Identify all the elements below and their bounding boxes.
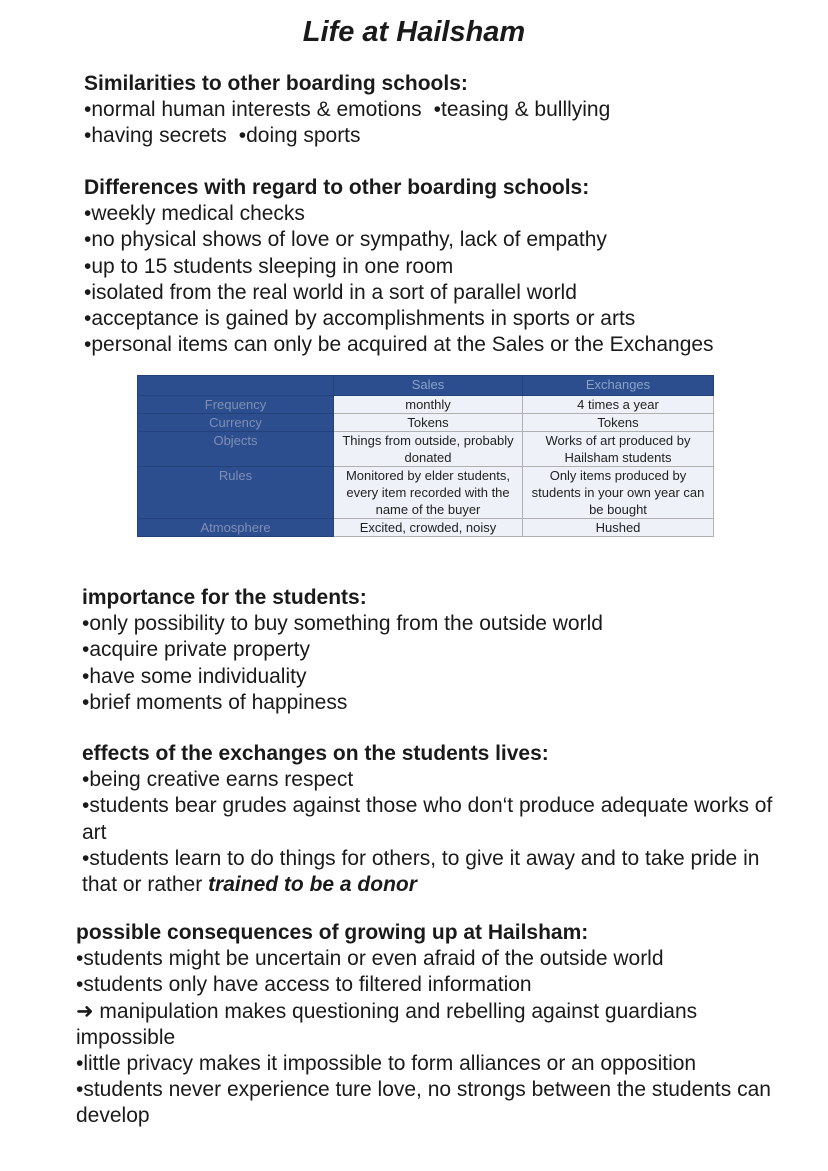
bullet-text: •students learn to do things for others, to give it away and to take pride in that or rather [82,846,760,897]
differences-heading: Differences with regard to other boarding schools: [84,176,590,199]
bullet-item [82,846,782,898]
effects-heading: effects of the exchanges on the students lives: [82,742,549,765]
similarities-line [84,123,610,149]
effects-section [82,741,782,898]
bullet-item: •no physical shows of love or sympathy, lack of empathy [84,228,607,252]
sales-cell: monthly [334,396,523,414]
row-label: Objects [138,432,334,467]
bullet-item: •students never experience ture love, no strongs between the students can develop [76,1078,771,1128]
bullet-item: •students bear grudes against those who don‘t produce adequate works of art [82,794,773,844]
header-cell [138,376,334,396]
exchanges-cell: Hushed [523,519,714,537]
row-label: Atmosphere [138,519,334,537]
table-header-row [138,376,714,396]
sales-cell: Monitored by elder students, every item recorded with the name of the buyer [334,467,523,519]
row-label: Frequency [138,396,334,414]
bullet-item: •doing sports [238,124,361,148]
sales-cell: Things from outside, probably donated [334,432,523,467]
bullet-item: •acceptance is gained by accomplishments in sports or arts [84,307,636,331]
similarities-line [84,97,610,123]
arrow-item: ➜ manipulation makes questioning and rebelling against guardians impossible [76,999,698,1049]
table-row [138,414,714,432]
header-cell: Exchanges [523,376,714,396]
bullet-item: •acquire private property [82,638,310,662]
table-row [138,519,714,537]
bullet-item: •brief moments of happiness [82,690,348,714]
differences-section [84,175,714,358]
row-label: Rules [138,467,334,519]
table-row [138,432,714,467]
bullet-item: •weekly medical checks [84,202,305,226]
bullet-item: •teasing & bulllying [433,98,611,122]
table-row [138,396,714,414]
table-row [138,467,714,519]
exchanges-cell: Only items produced by students in your own year can be bought [523,467,714,519]
bullet-item: •have some individuality [82,664,307,688]
sales-cell: Tokens [334,414,523,432]
bullet-item: •being creative earns respect [82,768,354,792]
emphasis-text: trained to be a donor [208,873,417,897]
consequences-section [76,920,796,1130]
importance-section [82,585,603,716]
importance-heading: importance for the students: [82,586,367,609]
bullet-item: •isolated from the real world in a sort of parallel world [84,280,577,304]
bullet-item: •personal items can only be acquired at the Sales or the Exchanges [84,333,714,357]
exchanges-cell: Tokens [523,414,714,432]
page-title: Life at Hailsham [302,16,526,48]
bullet-item: •little privacy makes it impossible to form alliances or an opposition [76,1052,697,1076]
row-label: Currency [138,414,334,432]
exchanges-cell: Works of art produced by Hailsham students [523,432,714,467]
consequences-heading: possible consequences of growing up at Hailsham: [76,921,589,944]
bullet-item: •students might be uncertain or even afraid of the outside world [76,947,664,971]
bullet-item: •having secrets [84,124,227,148]
header-cell: Sales [334,376,523,396]
bullet-item: •normal human interests & emotions [84,98,422,122]
sales-cell: Excited, crowded, noisy [334,519,523,537]
bullet-item: •students only have access to filtered information [76,973,532,997]
sales-exchanges-table [137,375,714,537]
similarities-section [84,71,610,150]
similarities-heading: Similarities to other boarding schools: [84,72,468,95]
bullet-item: •only possibility to buy something from the outside world [82,612,603,636]
exchanges-cell: 4 times a year [523,396,714,414]
bullet-item: •up to 15 students sleeping in one room [84,254,454,278]
